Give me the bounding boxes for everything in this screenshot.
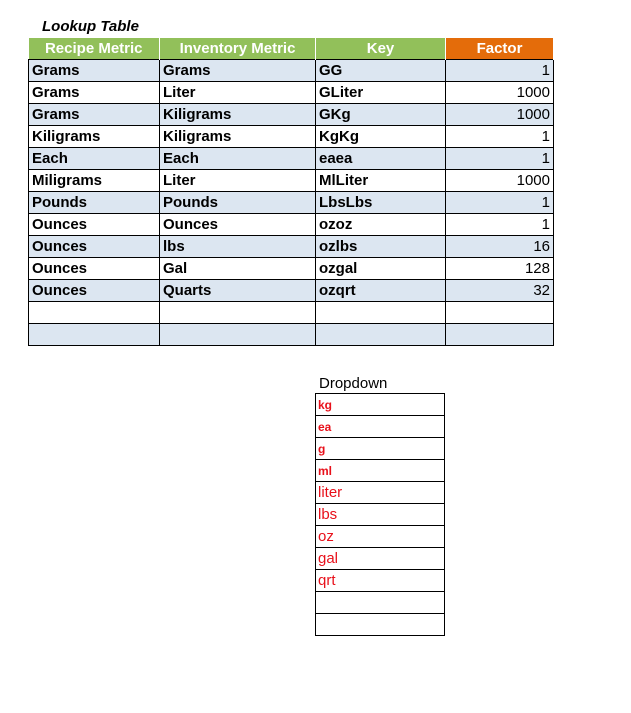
table-row — [29, 236, 554, 258]
table-row — [29, 126, 554, 148]
cell-key[interactable]: LbsLbs — [316, 192, 446, 214]
table-row — [29, 192, 554, 214]
cell-key[interactable]: ozlbs — [316, 236, 446, 258]
cell-key[interactable]: ozoz — [316, 214, 446, 236]
cell-recipe-metric[interactable]: Ounces — [29, 214, 160, 236]
table-row — [29, 104, 554, 126]
cell-factor[interactable] — [446, 302, 554, 324]
cell-recipe-metric[interactable]: Grams — [29, 82, 160, 104]
cell-inventory-metric[interactable]: Liter — [160, 82, 316, 104]
cell-inventory-metric[interactable]: Kiligrams — [160, 104, 316, 126]
header-inventory-metric[interactable]: Inventory Metric — [160, 38, 316, 60]
dropdown-item[interactable]: qrt — [316, 570, 445, 592]
cell-factor[interactable]: 1000 — [446, 104, 554, 126]
cell-recipe-metric[interactable]: Kiligrams — [29, 126, 160, 148]
cell-factor[interactable]: 1000 — [446, 82, 554, 104]
table-row — [29, 280, 554, 302]
dropdown-item[interactable] — [316, 592, 445, 614]
cell-recipe-metric[interactable]: Grams — [29, 60, 160, 82]
cell-inventory-metric[interactable] — [160, 324, 316, 346]
dropdown-row — [316, 504, 445, 526]
dropdown-item[interactable] — [316, 614, 445, 636]
cell-factor[interactable] — [446, 324, 554, 346]
table-row — [29, 170, 554, 192]
dropdown-item[interactable]: ml — [316, 460, 445, 482]
cell-factor[interactable]: 16 — [446, 236, 554, 258]
header-factor[interactable]: Factor — [446, 38, 554, 60]
cell-key[interactable]: ozgal — [316, 258, 446, 280]
cell-key[interactable]: ozqrt — [316, 280, 446, 302]
cell-factor[interactable]: 1 — [446, 126, 554, 148]
cell-inventory-metric[interactable]: lbs — [160, 236, 316, 258]
cell-recipe-metric[interactable]: Ounces — [29, 258, 160, 280]
dropdown-row — [316, 614, 445, 636]
table-row — [29, 60, 554, 82]
cell-factor[interactable]: 128 — [446, 258, 554, 280]
cell-key[interactable]: GG — [316, 60, 446, 82]
table-row — [29, 82, 554, 104]
lookup-header-row — [29, 38, 554, 60]
cell-inventory-metric[interactable]: Gal — [160, 258, 316, 280]
table-row — [29, 302, 554, 324]
dropdown-row — [316, 526, 445, 548]
cell-key[interactable]: MlLiter — [316, 170, 446, 192]
lookup-table-title: Lookup Table — [42, 18, 139, 35]
cell-key[interactable]: KgKg — [316, 126, 446, 148]
cell-inventory-metric[interactable]: Liter — [160, 170, 316, 192]
cell-inventory-metric[interactable]: Kiligrams — [160, 126, 316, 148]
cell-recipe-metric[interactable] — [29, 324, 160, 346]
cell-factor[interactable]: 1000 — [446, 170, 554, 192]
cell-recipe-metric[interactable] — [29, 302, 160, 324]
cell-factor[interactable]: 1 — [446, 192, 554, 214]
table-row — [29, 324, 554, 346]
cell-key[interactable]: eaea — [316, 148, 446, 170]
cell-factor[interactable]: 32 — [446, 280, 554, 302]
cell-factor[interactable]: 1 — [446, 60, 554, 82]
cell-key[interactable]: GKg — [316, 104, 446, 126]
cell-key[interactable] — [316, 324, 446, 346]
dropdown-label: Dropdown — [319, 375, 388, 392]
dropdown-item[interactable]: kg — [316, 394, 445, 416]
dropdown-item[interactable]: oz — [316, 526, 445, 548]
table-row — [29, 214, 554, 236]
cell-factor[interactable]: 1 — [446, 148, 554, 170]
dropdown-item[interactable]: ea — [316, 416, 445, 438]
cell-key[interactable] — [316, 302, 446, 324]
cell-inventory-metric[interactable]: Ounces — [160, 214, 316, 236]
dropdown-row — [316, 438, 445, 460]
cell-inventory-metric[interactable]: Grams — [160, 60, 316, 82]
dropdown-list — [315, 393, 445, 636]
header-recipe-metric[interactable]: Recipe Metric — [29, 38, 160, 60]
lookup-table — [28, 38, 554, 346]
header-key[interactable]: Key — [316, 38, 446, 60]
dropdown-row — [316, 394, 445, 416]
dropdown-row — [316, 548, 445, 570]
cell-recipe-metric[interactable]: Ounces — [29, 236, 160, 258]
dropdown-row — [316, 482, 445, 504]
dropdown-item[interactable]: liter — [316, 482, 445, 504]
cell-inventory-metric[interactable] — [160, 302, 316, 324]
cell-inventory-metric[interactable]: Quarts — [160, 280, 316, 302]
cell-key[interactable]: GLiter — [316, 82, 446, 104]
cell-recipe-metric[interactable]: Miligrams — [29, 170, 160, 192]
cell-recipe-metric[interactable]: Grams — [29, 104, 160, 126]
dropdown-row — [316, 592, 445, 614]
table-row — [29, 148, 554, 170]
cell-recipe-metric[interactable]: Ounces — [29, 280, 160, 302]
dropdown-row — [316, 460, 445, 482]
dropdown-item[interactable]: lbs — [316, 504, 445, 526]
table-row — [29, 258, 554, 280]
dropdown-item[interactable]: g — [316, 438, 445, 460]
dropdown-row — [316, 570, 445, 592]
cell-factor[interactable]: 1 — [446, 214, 554, 236]
cell-inventory-metric[interactable]: Pounds — [160, 192, 316, 214]
dropdown-row — [316, 416, 445, 438]
cell-inventory-metric[interactable]: Each — [160, 148, 316, 170]
dropdown-item[interactable]: gal — [316, 548, 445, 570]
cell-recipe-metric[interactable]: Pounds — [29, 192, 160, 214]
cell-recipe-metric[interactable]: Each — [29, 148, 160, 170]
